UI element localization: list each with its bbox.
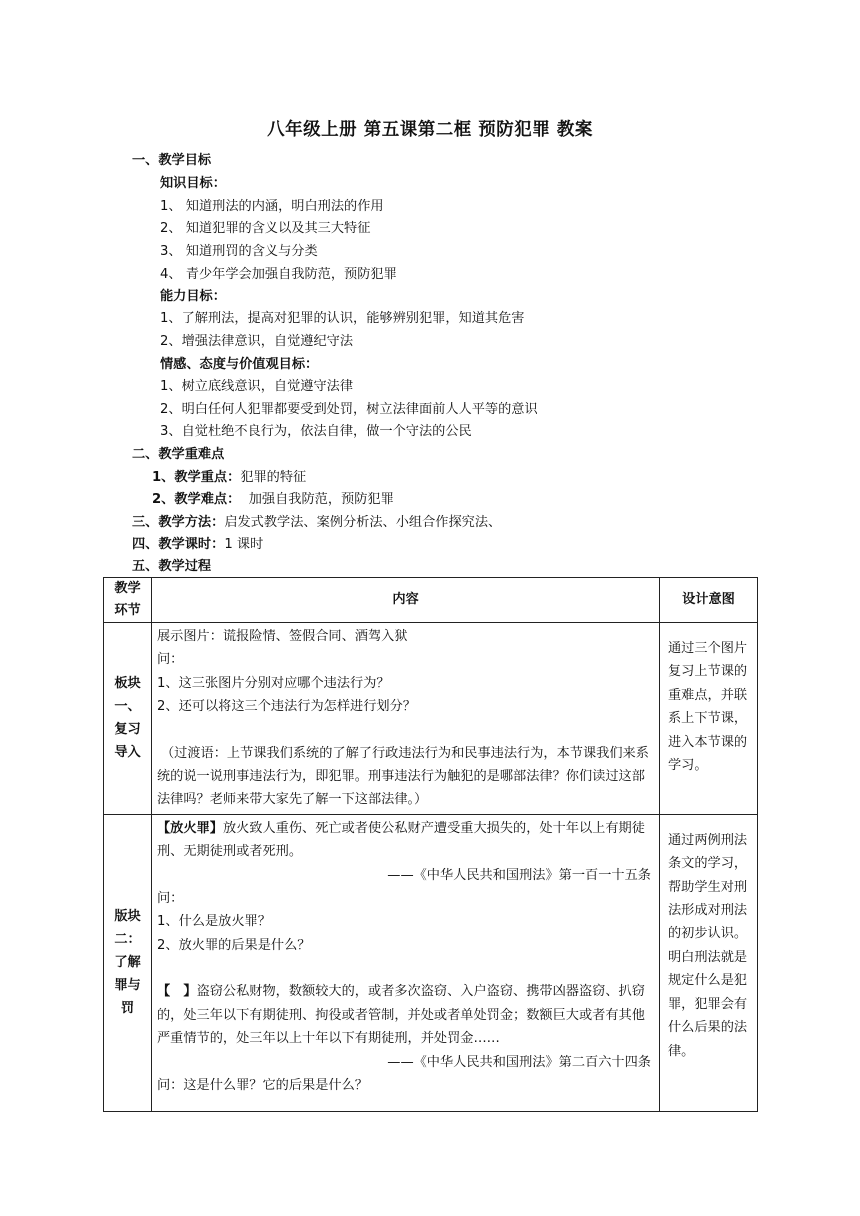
table-header-row [104,578,758,623]
methods-value: 启发式教学法、案例分析法、小组合作探究法、 [224,515,502,530]
teaching-process-table [103,577,758,1112]
header-stage: 教学环节 [104,578,152,623]
hours-value: 1 课时 [224,537,264,552]
content-line [157,719,655,742]
table-row [104,814,758,1111]
knowledge-goals-label: 知识目标： [160,176,226,191]
focus-line [152,469,306,487]
law-text: 放火致人重伤、死亡或者使公私财产遭受重大损失的，处十年以上有期徒刑、无期徒刑或者死刑。 [157,820,645,860]
teaching-methods-line [132,514,501,532]
emotion-goal-item: 1、树立底线意识，自觉遵守法律 [160,379,354,394]
content-paragraph [157,980,655,1050]
ability-goals-label: 能力目标： [160,289,226,304]
law-source: ——《中华人民共和国刑法》第一百一十五条 [387,867,651,883]
section-1-heading: 一、教学目标 [132,153,212,168]
knowledge-goal-item: 2、 知道犯罪的含义以及其三大特征 [160,221,371,236]
content-paragraph [157,817,655,864]
intent-cell: 通过两例刑法条文的学习，帮助学生对刑法形成对刑法的初步认识。明白刑法就是规定什么是犯罪，犯罪会有什么后果的法律。 [660,814,758,1111]
intent-cell: 通过三个图片复习上节课的重难点，并联系上下节课，进入本节课的学习。 [660,623,758,815]
content-cell [152,623,660,815]
content-paragraph: （过渡语：上节课我们系统的了解了行政违法行为和民事违法行为，本节课我们来系统的说一说刑事违法行为，即犯罪。刑事违法行为触犯的是哪部法律？你们读过这部法律吗？老师来带大家先了解一下这部法律。） [157,745,649,808]
crime-name-bracket: 【放火罪】 [157,820,223,836]
law-text: 盗窃公私财物，数额较大的，或者多次盗窃、入户盗窃、携带凶器盗窃、扒窃的，处三年以下有期徒刑、拘役或者管制，并处或者单处罚金；数额巨大或者有其他严重情节的，处三年以上十年以下有期徒刑，并处罚金…… [157,984,645,1047]
content-cell [152,814,660,1111]
header-content: 内容 [152,578,660,623]
content-line: 1、这三张图片分别对应哪个违法行为？ [157,675,390,691]
emotion-goals-label: 情感、态度与价值观目标： [160,357,319,372]
focus-value: 犯罪的特征 [240,470,307,485]
emotion-goal-item: 3、自觉杜绝不良行为，依法自律，做一个守法的公民 [160,424,472,439]
ability-goal-item: 1、了解刑法，提高对犯罪的认识，能够辨别犯罪，知道其危害 [160,311,525,326]
spacer [157,957,655,980]
methods-label: 三、教学方法： [132,515,225,530]
content-line: 问： [157,652,184,668]
stage-cell: 板块一、复习导入 [104,623,152,815]
table-row [104,623,758,815]
section-2-heading: 二、教学重难点 [132,447,225,462]
class-hours-line [132,536,263,554]
content-line: 问：这是什么罪？它的后果是什么？ [157,1077,368,1093]
law-source: ——《中华人民共和国刑法》第二百六十四条 [387,1054,651,1070]
document-title: 八年级上册 第五课第二框 预防犯罪 教案 [267,120,593,140]
content-line: 2、还可以将这三个违法行为怎样进行划分？ [157,699,416,715]
content-line: 2、放火罪的后果是什么？ [157,937,311,953]
difficulty-value: 加强自我防范，预防犯罪 [248,492,394,507]
ability-goal-item: 2、增强法律意识，自觉遵纪守法 [160,334,354,349]
header-intent: 设计意图 [660,578,758,623]
stage-cell: 版块二：了解罪与罚 [104,814,152,1111]
knowledge-goal-item: 3、 知道刑罚的含义与分类 [160,244,318,259]
knowledge-goal-item: 1、 知道刑法的内涵，明白刑法的作用 [160,199,384,214]
emotion-goal-item: 2、明白任何人犯罪都要受到处罚，树立法律面前人人平等的意识 [160,402,538,417]
content-line: 问： [157,891,184,907]
section-5-heading: 五、教学过程 [132,559,212,574]
knowledge-goal-item: 4、 青少年学会加强自我防范，预防犯罪 [160,267,397,282]
crime-name-bracket: 【 】 [157,984,197,1000]
focus-label: 1、教学重点： [152,470,241,485]
difficulty-label: 2、教学难点： [152,492,241,507]
difficulty-line [152,491,394,509]
content-line: 展示图片：谎报险情、签假合同、酒驾入狱 [157,629,408,644]
hours-label: 四、教学课时： [132,537,225,552]
content-line: 1、什么是放火罪？ [157,914,271,930]
